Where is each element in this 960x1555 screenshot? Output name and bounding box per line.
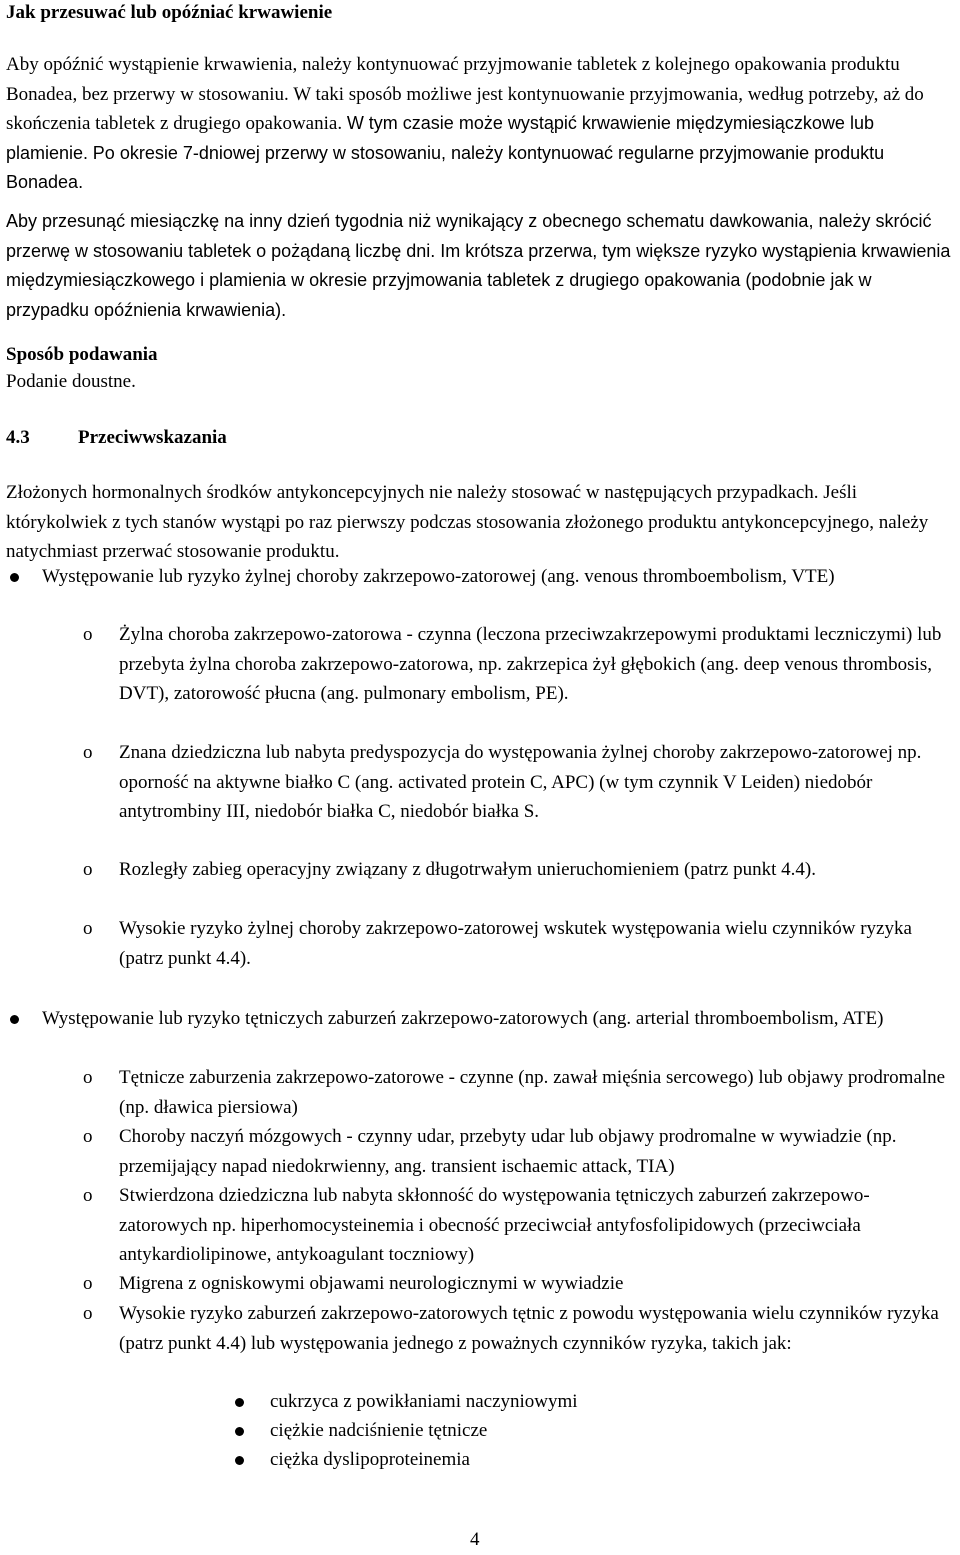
sub-item-text: Choroby naczyń mózgowych - czynny udar, przebyty udar lub objawy prodromalne w wywiadzie (np. przemijający napad niedokrwienny, ang. transient ischaemic attack, TIA) xyxy=(119,1126,897,1177)
circle-bullet-icon: o xyxy=(83,859,93,880)
risk-factor-text: ciężkie nadciśnienie tętnicze xyxy=(270,1420,488,1441)
paragraph-delay-bleeding xyxy=(6,50,952,198)
bullet-dot-icon xyxy=(10,1015,19,1024)
bullet-dot-icon xyxy=(235,1427,244,1436)
sub-item-text: Żylna choroba zakrzepowo-zatorowa - czynna (leczona przeciwzakrzepowymi produktami leczniczymi) lub przebyta żylna choroba zakrzepowo-zatorowa, np. zakrzepica żył głębokich (ang. deep venous thrombosis, DVT), zatorowość płucna (ang. pulmonary embolism, PE). xyxy=(119,624,942,704)
section-number: 4.3 xyxy=(6,427,30,448)
bullet-vte-text: Występowanie lub ryzyko żylnej choroby zakrzepowo-zatorowej (ang. venous thromboembolism, VTE) xyxy=(42,566,835,587)
sub-item-text: Migrena z ogniskowymi objawami neurologicznymi w wywiadzie xyxy=(119,1273,624,1294)
page-heading: Jak przesuwać lub opóźniać krwawienie xyxy=(6,2,333,23)
admin-text: Podanie doustne. xyxy=(6,371,136,392)
sub-item-text: Stwierdzona dziedziczna lub nabyta skłonność do występowania tętniczych zaburzeń zakrzepowo-zatorowych np. hiperhomocysteinemia i obecność przeciwciał antyfosfolipidowych (przeciwciała antykardiolipinowe, antykoagulant toczniowy) xyxy=(119,1185,870,1265)
page-number: 4 xyxy=(470,1529,480,1550)
bullet-dot-icon xyxy=(10,573,19,582)
paragraph-shift-period-text: Aby przesunąć miesiączkę na inny dzień tygodnia niż wynikający z obecnego schematu dawkowania, należy skrócić przerwę w stosowaniu tabletek o pożądaną liczbę dni. Im krótsza przerwa, tym większe ryzyko wystąpienia krwawienia międzymiesiączkowego i plamienia w okresie przyjmowania tabletek z drugiego opakowania (podobnie jak w przypadku opóźnienia krwawienia). xyxy=(6,211,951,320)
risk-factor-text: cukrzyca z powikłaniami naczyniowymi xyxy=(270,1391,578,1412)
circle-bullet-icon: o xyxy=(83,742,93,763)
section-heading xyxy=(6,423,227,453)
paragraph-shift-period xyxy=(6,207,952,325)
section-title: Przeciwwskazania xyxy=(78,427,227,448)
circle-bullet-icon: o xyxy=(83,1185,93,1206)
sub-item-text: Tętnicze zaburzenia zakrzepowo-zatorowe - czynne (np. zawał mięśnia sercowego) lub objawy prodromalne (np. dławica piersiowa) xyxy=(119,1067,946,1118)
circle-bullet-icon: o xyxy=(83,1126,93,1147)
sub-item-text: Wysokie ryzyko zaburzeń zakrzepowo-zatorowych tętnic z powodu występowania wielu czynników ryzyka (patrz punkt 4.4) lub występowania jednego z poważnych czynników ryzyka, takich jak: xyxy=(119,1303,939,1354)
paragraph-delay-bleeding-note: W tym czasie może wystąpić krwawienie międzymiesiączkowe lub plamienie. xyxy=(6,113,874,163)
sub-item-text: Znana dziedziczna lub nabyta predyspozycja do występowania żylnej choroby zakrzepowo-zatorowej np. oporność na aktywne białko C (ang. activated protein C, APC) (w tym czynnik V Leiden) niedobór antytrombiny III, niedobór białka C, niedobór białka S. xyxy=(119,742,922,822)
sub-item-text: Rozległy zabieg operacyjny związany z długotrwałym unieruchomieniem (patrz punkt 4.4). xyxy=(119,859,816,880)
sub-item-text: Wysokie ryzyko żylnej choroby zakrzepowo-zatorowej wskutek występowania wielu czynników ryzyka (patrz punkt 4.4). xyxy=(119,918,912,969)
bullet-dot-icon xyxy=(235,1456,244,1465)
circle-bullet-icon: o xyxy=(83,624,93,645)
bullet-dot-icon xyxy=(235,1398,244,1407)
bullet-ate-text: Występowanie lub ryzyko tętniczych zaburzeń zakrzepowo-zatorowych (ang. arterial thromboembolism, ATE) xyxy=(42,1008,884,1029)
risk-factor-text: ciężka dyslipoproteinemia xyxy=(270,1449,470,1470)
admin-heading: Sposób podawania xyxy=(6,344,158,365)
circle-bullet-icon: o xyxy=(83,1303,93,1324)
paragraph-delay-bleeding-main: Aby opóźnić wystąpienie krwawienia, należy kontynuować przyjmowanie tabletek z kolejnego opakowania produktu Bonadea, bez przerwy w stosowaniu. W taki sposób możliwe jest kontynuowanie przyjmowania, według potrzeby, aż do skończenia tabletek z drugiego opakowania. xyxy=(6,54,924,134)
contraindications-intro: Złożonych hormonalnych środków antykoncepcyjnych nie należy stosować w następujących przypadkach. Jeśli którykolwiek z tych stanów wystąpi po raz pierwszy podczas stosowania złożonego produktu antykoncepcyjnego, należy natychmiast przerwać stosowanie produktu. xyxy=(6,482,929,562)
circle-bullet-icon: o xyxy=(83,918,93,939)
circle-bullet-icon: o xyxy=(83,1273,93,1294)
paragraph-delay-bleeding-tail: Po okresie 7-dniowej przerwy w stosowaniu, należy kontynuować regularne przyjmowanie produktu Bonadea. xyxy=(6,142,885,192)
circle-bullet-icon: o xyxy=(83,1067,93,1088)
